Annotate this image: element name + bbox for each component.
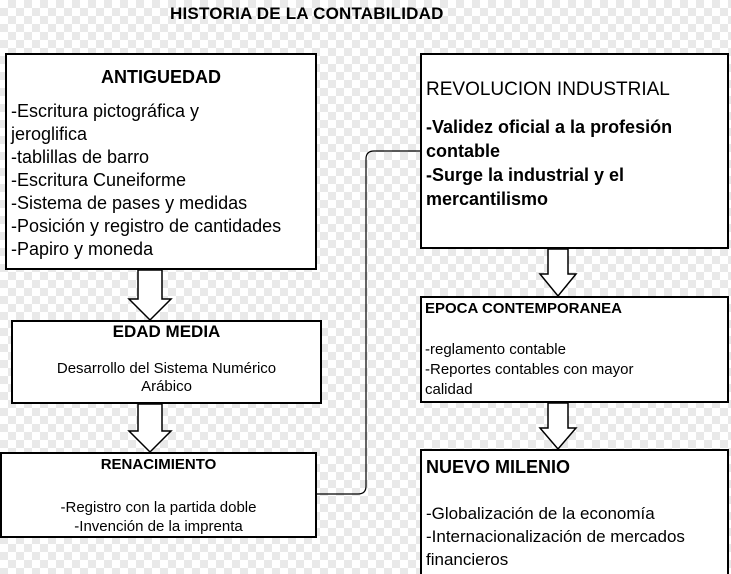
antiguedad-item: jeroglifica	[11, 124, 88, 144]
antiguedad-item: -Sistema de pases y medidas	[11, 193, 248, 213]
revolucion-item: contable	[426, 141, 501, 161]
revolucion-item: mercantilismo	[426, 189, 549, 209]
revolucion-item: -Surge la industrial y el	[426, 165, 625, 185]
epoca-item: -reglamento contable	[425, 341, 566, 358]
epoca-item: -Reportes contables con mayor	[425, 361, 634, 378]
connector-renacimiento-to-revolucion	[317, 151, 420, 494]
nuevo-milenio-box	[420, 449, 729, 574]
epoca-heading: EPOCA CONTEMPORANEA	[425, 300, 622, 317]
edad-media-text: Desarrollo del Sistema Numérico	[56, 360, 277, 377]
antiguedad-item: -Escritura Cuneiforme	[11, 170, 187, 190]
revolucion-industrial-box	[420, 53, 729, 249]
renacimiento-heading: RENACIMIENTO	[100, 456, 217, 473]
epoca-contemporanea-box	[420, 296, 729, 403]
arrow-edad-media-to-renacimiento	[129, 404, 171, 452]
arrow-antiguedad-to-edad-media	[129, 270, 171, 320]
arrow-revolucion-to-epoca	[540, 249, 576, 296]
edad-media-heading: EDAD MEDIA	[112, 322, 221, 341]
renacimiento-item: -Registro con la partida doble	[60, 499, 257, 516]
arrow-epoca-to-milenio	[540, 403, 576, 449]
renacimiento-item: -Invención de la imprenta	[74, 518, 243, 535]
antiguedad-item: -tablillas de barro	[11, 147, 150, 167]
milenio-item: -Internacionalización de mercados	[426, 527, 685, 546]
edad-media-text: Arábico	[141, 378, 192, 395]
epoca-item: calidad	[425, 381, 473, 398]
revolucion-heading: REVOLUCION INDUSTRIAL	[426, 79, 670, 100]
antiguedad-item: -Papiro y moneda	[11, 239, 154, 259]
renacimiento-box	[0, 452, 317, 538]
antiguedad-item: -Escritura pictográfica y	[11, 101, 200, 121]
antiguedad-item: -Posición y registro de cantidades	[11, 216, 282, 236]
antiguedad-box	[5, 53, 317, 270]
diagram-title: HISTORIA DE LA CONTABILIDAD	[170, 4, 444, 23]
milenio-heading: NUEVO MILENIO	[426, 457, 571, 477]
milenio-item: -Globalización de la economía	[426, 504, 655, 523]
antiguedad-heading: ANTIGUEDAD	[101, 67, 221, 87]
edad-media-box	[11, 320, 322, 404]
milenio-item: financieros	[426, 550, 509, 569]
revolucion-item: -Validez oficial a la profesión	[426, 117, 673, 137]
